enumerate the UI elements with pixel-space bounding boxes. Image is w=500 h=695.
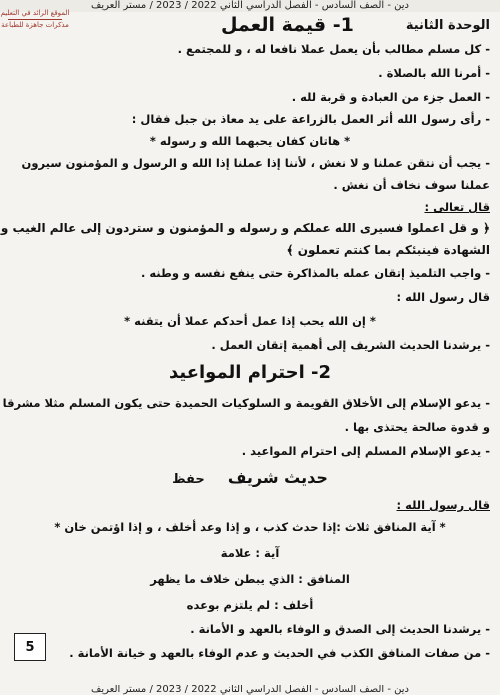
hadith-2-title: حديث شريف bbox=[227, 468, 328, 487]
quran-line-2: الشهادة فينبئكم بما كنتم تعملون ﴾ bbox=[286, 243, 490, 257]
lesson-1-title: 1- قيمة العمل bbox=[220, 14, 354, 36]
logo-line-2: مذكرات جاهزة للطباعة bbox=[1, 20, 69, 29]
vocab-3: أخلف : لم يلتزم بوعده bbox=[186, 598, 314, 612]
hadith-2-lesson-1: - يرشدنا الحديث إلى الصدق و الوفاء بالعهد و الأمانة . bbox=[190, 622, 490, 636]
hadith-2-lesson-2: - من صفات المنافق الكذب في الحديث و عدم الوفاء بالعهد و خيانة الأمانة . bbox=[69, 646, 490, 660]
page-number-box bbox=[14, 633, 46, 661]
logo-line-1: الموقع الرائد في التعليم bbox=[0, 8, 70, 17]
memorize-label: حفظ bbox=[172, 472, 205, 487]
hadith-1-lesson: - يرشدنا الحديث الشريف إلى أهمية إتقان العمل . bbox=[211, 338, 490, 352]
lesson-1-bullet-3: - العمل جزء من العبادة و قربة لله . bbox=[291, 90, 490, 104]
unit-title: الوحدة الثانية bbox=[405, 17, 490, 33]
hadith-2-title-row bbox=[10, 468, 490, 492]
quran-line-1: ﴿ و قل اعملوا فسيرى الله عملكم و رسوله و المؤمنون و ستردون إلى عالم الغيب و bbox=[0, 221, 490, 235]
hadith-1-text: * إن الله يحب إذا عمل أحدكم عملا أن يتقنه * bbox=[124, 314, 376, 328]
lesson-1-bullet-2: - أمرنا الله بالصلاة . bbox=[378, 66, 490, 80]
lesson-2-bullet-1-cont: و قدوة صالحة يحتذى بها . bbox=[344, 420, 490, 434]
footer-strip: دين - الصف السادس - الفصل الدراسي الثاني 2022 / 2023 / مستر العريف bbox=[90, 685, 409, 695]
lesson-1-bullet-4: - رأى رسول الله أثر العمل بالزراعة على يد معاذ بن جبل فقال : bbox=[131, 112, 490, 126]
lesson-1-saying: * هاتان كفان يحبهما الله و رسوله * bbox=[149, 134, 351, 148]
vocab-1: آية : علامة bbox=[220, 546, 280, 560]
student-duty: - واجب التلميذ إتقان عمله بالمذاكرة حتى ينفع نفسه و وطنه . bbox=[140, 266, 490, 280]
hadith-2-heading: قال رسول الله : bbox=[396, 498, 490, 512]
header-strip: دين - الصف السادس - الفصل الدراسي الثاني 2022 / 2023 / مستر العريف bbox=[0, 0, 500, 12]
unit-heading-row bbox=[10, 14, 490, 36]
hadith-2-text: * آية المنافق ثلاث :إذا حدث كذب ، و إذا وعد أخلف ، و إذا اؤتمن خان * bbox=[54, 520, 446, 534]
hadith-1-heading: قال رسول الله : bbox=[396, 290, 490, 304]
lesson-1-bullet-1: - كل مسلم مطالب بأن يعمل عملا نافعا له ، و للمجتمع . bbox=[177, 42, 490, 56]
page-number: 5 bbox=[25, 639, 35, 655]
lesson-1-bullet-5: - يجب أن نتقن عملنا و لا نغش ، لأننا إذا عملنا إذا الله و الرسول و المؤمنون سيرون bbox=[21, 156, 490, 170]
quran-heading: قال تعالى : bbox=[424, 200, 490, 214]
lesson-2-bullet-2: - يدعو الإسلام المسلم إلى احترام المواعيد . bbox=[241, 444, 490, 458]
lesson-2-bullet-1: - يدعو الإسلام إلى الأخلاق القويمة و السلوكيات الحميدة حتى يكون المسلم مثلا مشرقا bbox=[2, 396, 490, 410]
lesson-1-bullet-5-cont: عملنا سوف نخاف أن نغش . bbox=[333, 178, 490, 192]
lesson-2-title: 2- احترام المواعيد bbox=[168, 362, 332, 383]
vocab-2: المنافق : الذي يبطن خلاف ما يظهر bbox=[150, 572, 350, 586]
